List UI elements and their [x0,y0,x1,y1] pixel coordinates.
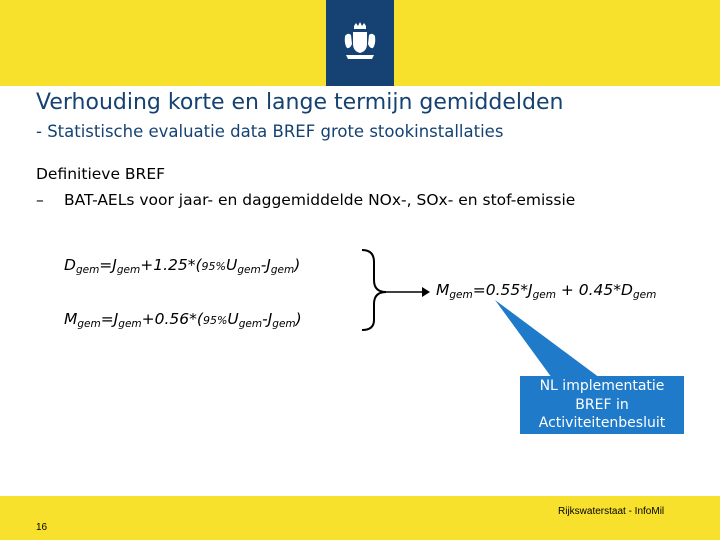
callout-line-3: Activiteitenbesluit [538,415,666,432]
page-number: 16 [36,522,48,533]
callout-tail [495,300,600,378]
slide-subtitle: - Statistische evaluatie data BREF grote stookinstallaties [36,122,504,141]
bullet-marker: – [36,191,44,209]
formula-result: $M_{gem}=0.55*J_{gem} + 0.45*D_{gem}$ [436,281,657,301]
formula-daily-average: $D_{gem}=J_{gem}+1.25*(95\%U_{gem}-J_{gem})$ [64,256,301,276]
footer-credit: Rijkswaterstaat - InfoMil [558,506,665,517]
callout-line-1: NL implementatie [539,378,665,395]
bullet-text: BAT-AELs voor jaar- en daggemiddelde NOx-, SOx- en stof-emissie [64,191,576,209]
callout-line-2: BREF in [575,396,629,413]
right-brace-icon [362,250,386,330]
slide-title: Verhouding korte en lange termijn gemiddelden [36,90,564,115]
formula-monthly-average: $M_{gem}=J_{gem}+0.56*(95\%U_{gem}-J_{gem})$ [64,310,302,330]
arrow-head [422,287,430,297]
footer-band [0,496,720,540]
callout-box [520,376,684,434]
section-heading: Definitieve BREF [36,165,166,183]
